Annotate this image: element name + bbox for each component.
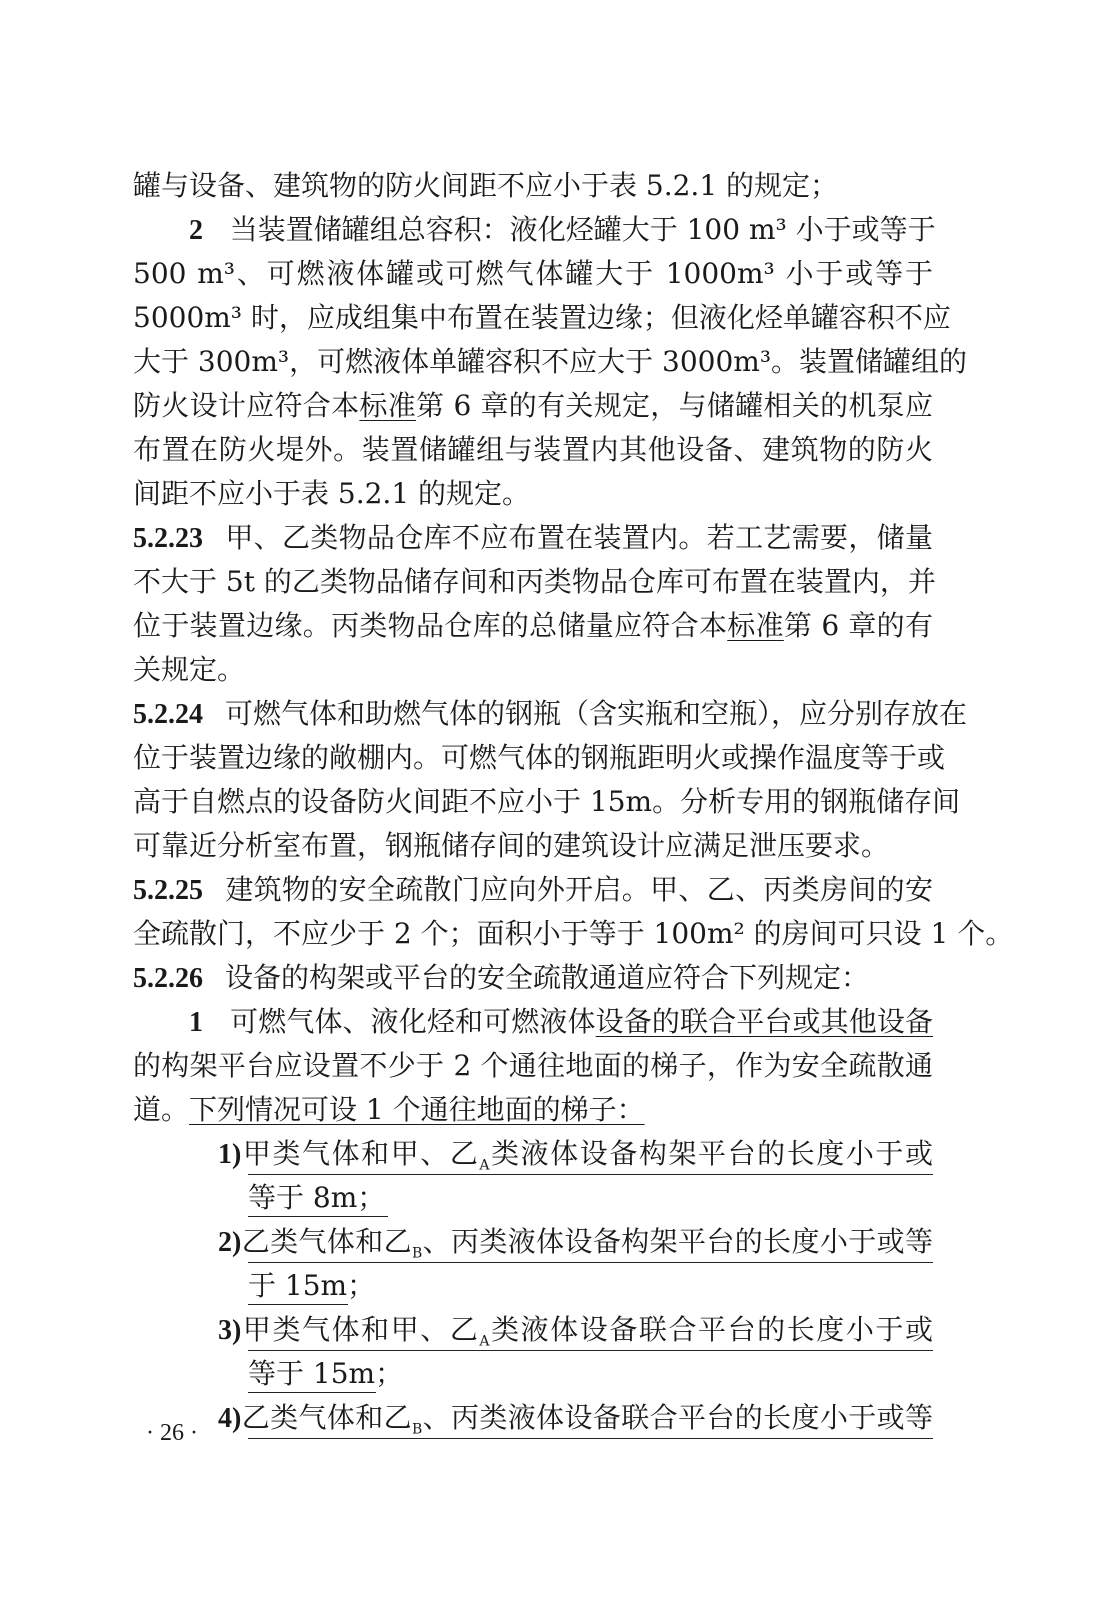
text-line xyxy=(133,208,936,253)
text-span: 可燃气体、液化烃和可燃液体 xyxy=(230,1005,596,1038)
text-line xyxy=(133,692,968,737)
underlined-term: 标准 xyxy=(359,389,416,422)
underline-rule xyxy=(248,1350,933,1351)
text-span: 类液体设备联合平台的长度小于或 xyxy=(489,1313,933,1346)
text-span: 、丙类液体设备构架平台的长度小于或等 xyxy=(422,1225,933,1258)
text-line xyxy=(133,1000,933,1045)
text-line: 大于 300m³，可燃液体单罐容积不应大于 3000m³。装置储罐组的 xyxy=(133,345,968,378)
text-line: 罐与设备、建筑物的防火间距不应小于表 5.2.1 的规定； xyxy=(133,169,839,202)
text-line xyxy=(133,516,933,561)
text-span: 第 6 章的有 xyxy=(783,609,933,642)
underlined-text: 下列情况可设 1 个通往地面的梯子： xyxy=(189,1093,645,1126)
text-line xyxy=(133,604,933,648)
text-line: 位于装置边缘的敞棚内。可燃气体的钢瓶距明火或操作温度等于或 xyxy=(133,741,946,774)
text-span: 类液体设备构架平台的长度小于或 xyxy=(489,1137,933,1170)
text-line: 不大于 5t 的乙类物品储存间和丙类物品仓库可布置在装置内，并 xyxy=(133,565,936,598)
underlined-term: 标准 xyxy=(727,609,784,642)
subscript: A xyxy=(479,1333,490,1350)
text-line: 5000m³ 时，应成组集中布置在装置边缘；但液化烃单罐容积不应 xyxy=(133,301,951,334)
subscript: A xyxy=(479,1157,490,1174)
text-line: 间距不应小于表 5.2.1 的规定。 xyxy=(133,477,531,510)
text-span: 乙类气体和乙 xyxy=(241,1225,412,1258)
text-line: 关规定。 xyxy=(133,653,246,686)
underline-rule xyxy=(248,1304,348,1305)
text-line xyxy=(133,956,933,1001)
text-span: 甲类气体和甲、乙 xyxy=(241,1313,480,1346)
text-span: 道。 xyxy=(133,1093,190,1126)
text-line: 的构架平台应设置不少于 2 个通往地面的梯子，作为安全疏散通 xyxy=(133,1049,933,1082)
page-number: · 26 · xyxy=(146,1420,198,1446)
text-span: 甲类气体和甲、乙 xyxy=(241,1137,480,1170)
section-number: 5.2.24 xyxy=(133,699,203,730)
item-number: 4) xyxy=(218,1403,242,1434)
text-line xyxy=(133,1088,933,1132)
item-number: 1) xyxy=(218,1139,242,1170)
text-span: 可燃气体和助燃气体的钢瓶（含实瓶和空瓶），应分别存放在 xyxy=(225,697,968,730)
text-line: 高于自燃点的设备防火间距不应小于 15m。分析专用的钢瓶储存间 xyxy=(133,785,961,818)
underline-rule xyxy=(248,1392,376,1393)
text-span: 、丙类液体设备联合平台的长度小于或等 xyxy=(422,1401,933,1434)
text-span: 乙类气体和乙 xyxy=(241,1401,412,1434)
text-span: 位于装置边缘。丙类物品仓库的总储量应符合本 xyxy=(133,609,728,642)
text-span: 甲、乙类物品仓库不应布置在装置内。若工艺需要，储量 xyxy=(225,521,933,554)
text-line xyxy=(133,868,933,913)
text-line: 可靠近分析室布置，钢瓶储存间的建筑设计应满足泄压要求。 xyxy=(133,829,890,862)
list-item-continuation: 等于 8m； xyxy=(248,1181,386,1214)
underline-rule xyxy=(248,1174,933,1175)
text-span: 防火设计应符合本 xyxy=(133,389,360,422)
text-line: 500 m³、可燃液体罐或可燃气体罐大于 1000m³ 小于或等于 xyxy=(133,257,933,290)
text-span: 第 6 章的有关规定，与储罐相关的机泵应 xyxy=(416,389,933,422)
item-number: 2 xyxy=(189,215,203,246)
item-number: 3) xyxy=(218,1315,242,1346)
list-item-continuation: 于 15m； xyxy=(248,1269,376,1302)
list-item xyxy=(218,1396,933,1452)
subscript: B xyxy=(411,1245,423,1262)
section-number: 5.2.26 xyxy=(133,963,203,994)
underlined-text: 设备的联合平台或其他设备 xyxy=(595,1005,933,1038)
underline-rule xyxy=(248,1438,933,1439)
text-line: 布置在防火堤外。装置储罐组与装置内其他设备、建筑物的防火 xyxy=(133,433,933,466)
text-span: 设备的构架或平台的安全疏散通道应符合下列规定： xyxy=(225,961,870,994)
section-number: 5.2.25 xyxy=(133,875,203,906)
item-number: 2) xyxy=(218,1227,242,1258)
subscript: B xyxy=(411,1421,423,1438)
text-span: 当装置储罐组总容积：液化烃罐大于 100 m³ 小于或等于 xyxy=(229,213,936,246)
text-span: 建筑物的安全疏散门应向外开启。甲、乙、丙类房间的安 xyxy=(225,873,933,906)
item-number: 1 xyxy=(189,1007,203,1038)
underline-rule xyxy=(248,1216,388,1217)
text-line xyxy=(133,384,933,428)
list-item-continuation: 等于 15m； xyxy=(248,1357,404,1390)
section-number: 5.2.23 xyxy=(133,523,203,554)
underline-rule xyxy=(248,1262,933,1263)
text-line: 全疏散门，不应少于 2 个；面积小于等于 100m² 的房间可只设 1 个。 xyxy=(133,917,1014,950)
